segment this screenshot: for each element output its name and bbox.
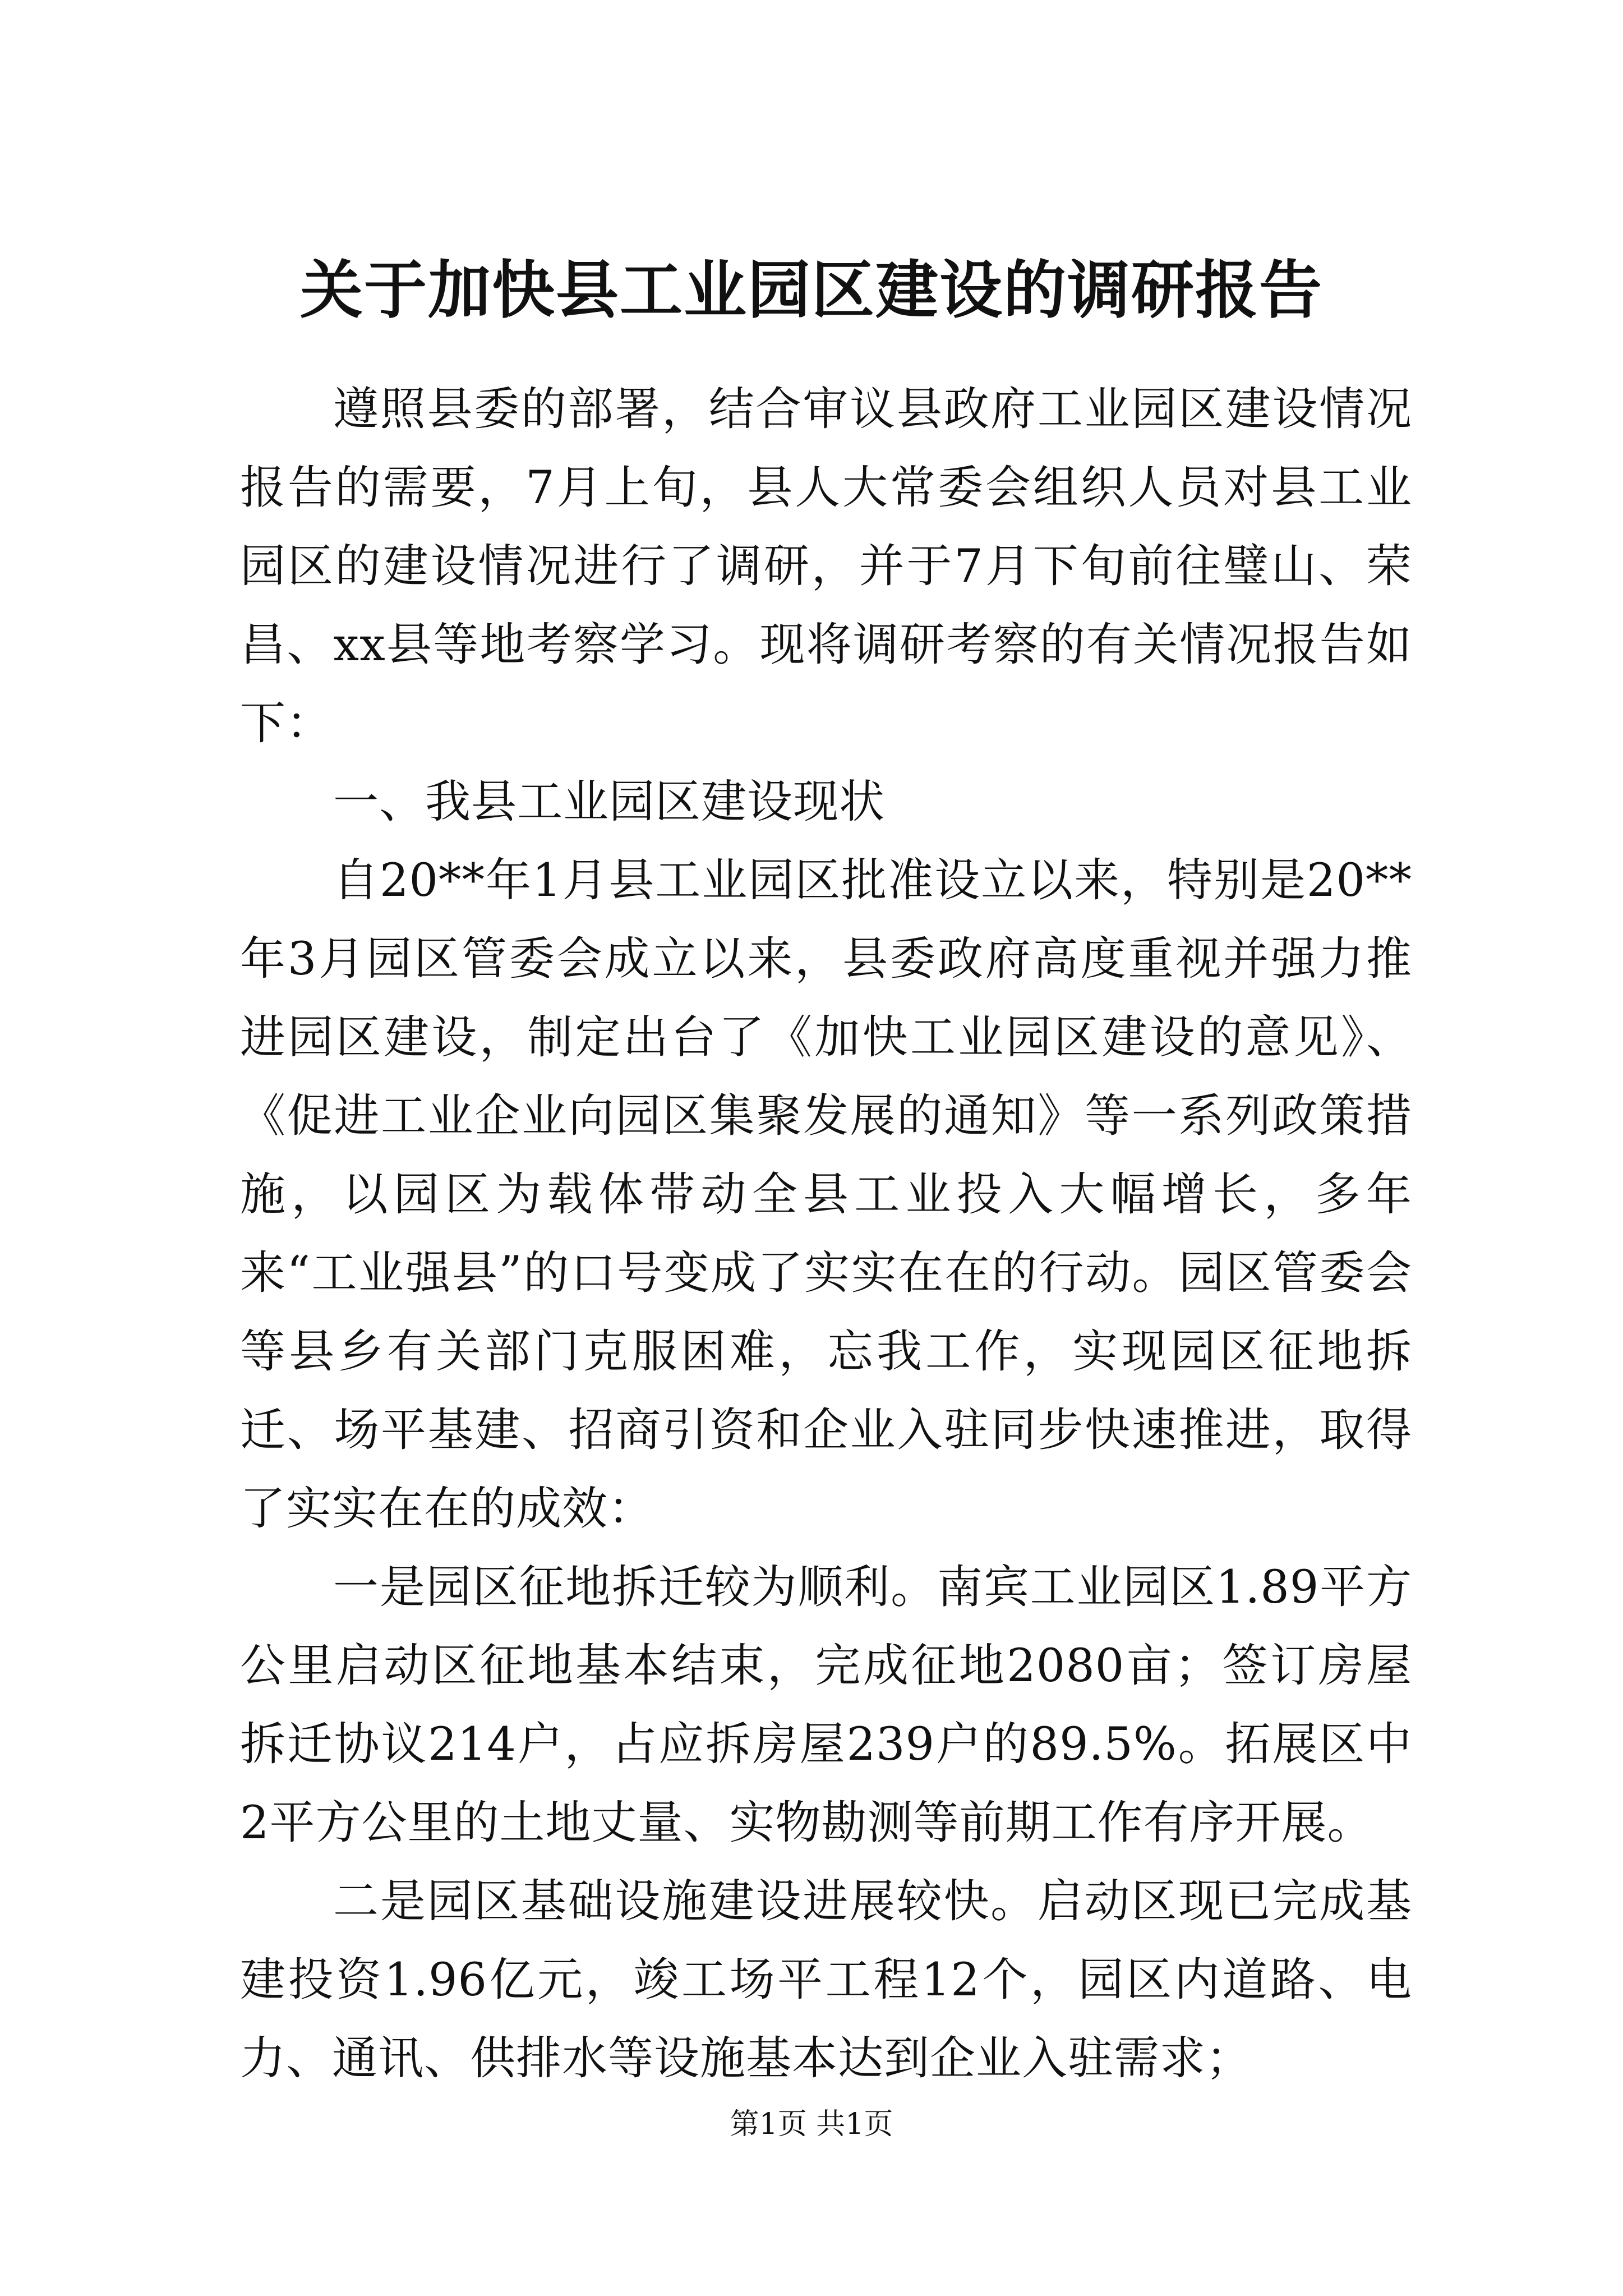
paragraph-intro: 遵照县委的部署，结合审议县政府工业园区建设情况报告的需要，7月上旬，县人大常委会组织人员对县工业园区的建设情况进行了调研，并于7月下旬前往璧山、荣昌、xx县等地考察学习。现将调研考察的有关情况报告如下： [240, 383, 1412, 750]
page-footer: 第1页 共1页 [730, 2108, 893, 2141]
paragraph-land-acquisition: 一是园区征地拆迁较为顺利。南宾工业园区1.89平方公里启动区征地基本结束，完成征地2080亩；签订房屋拆迁协议214户，占应拆房屋239户的89.5%。拓展区中2平方公里的土地丈量、实物勘测等前期工作有序开展。 [240, 1561, 1412, 1849]
paragraph-infrastructure: 二是园区基础设施建设进展较快。启动区现已完成基建投资1.96亿元，竣工场平工程12个，园区内道路、电力、通讯、供排水等设施基本达到企业入驻需求； [240, 1875, 1412, 2085]
document-title: 关于加快县工业园区建设的调研报告 [300, 254, 1323, 327]
section-heading-status: 一、我县工业园区建设现状 [333, 776, 886, 829]
paragraph-status: 自20**年1月县工业园区批准设立以来，特别是20**年3月园区管委会成立以来，县委政府高度重视并强力推进园区建设，制定出台了《加快工业园区建设的意见》、《促进工业企业向园区集聚发展的通知》等一系列政策措施，以园区为载体带动全县工业投入大幅增长，多年来“工业强县”的口号变成了实实在在的行动。园区管委会等县乡有关部门克服困难，忘我工作，实现园区征地拆迁、场平基建、招商引资和企业入驻同步快速推进，取得了实实在在的成效： [240, 854, 1412, 1535]
document-body [240, 370, 1412, 2098]
